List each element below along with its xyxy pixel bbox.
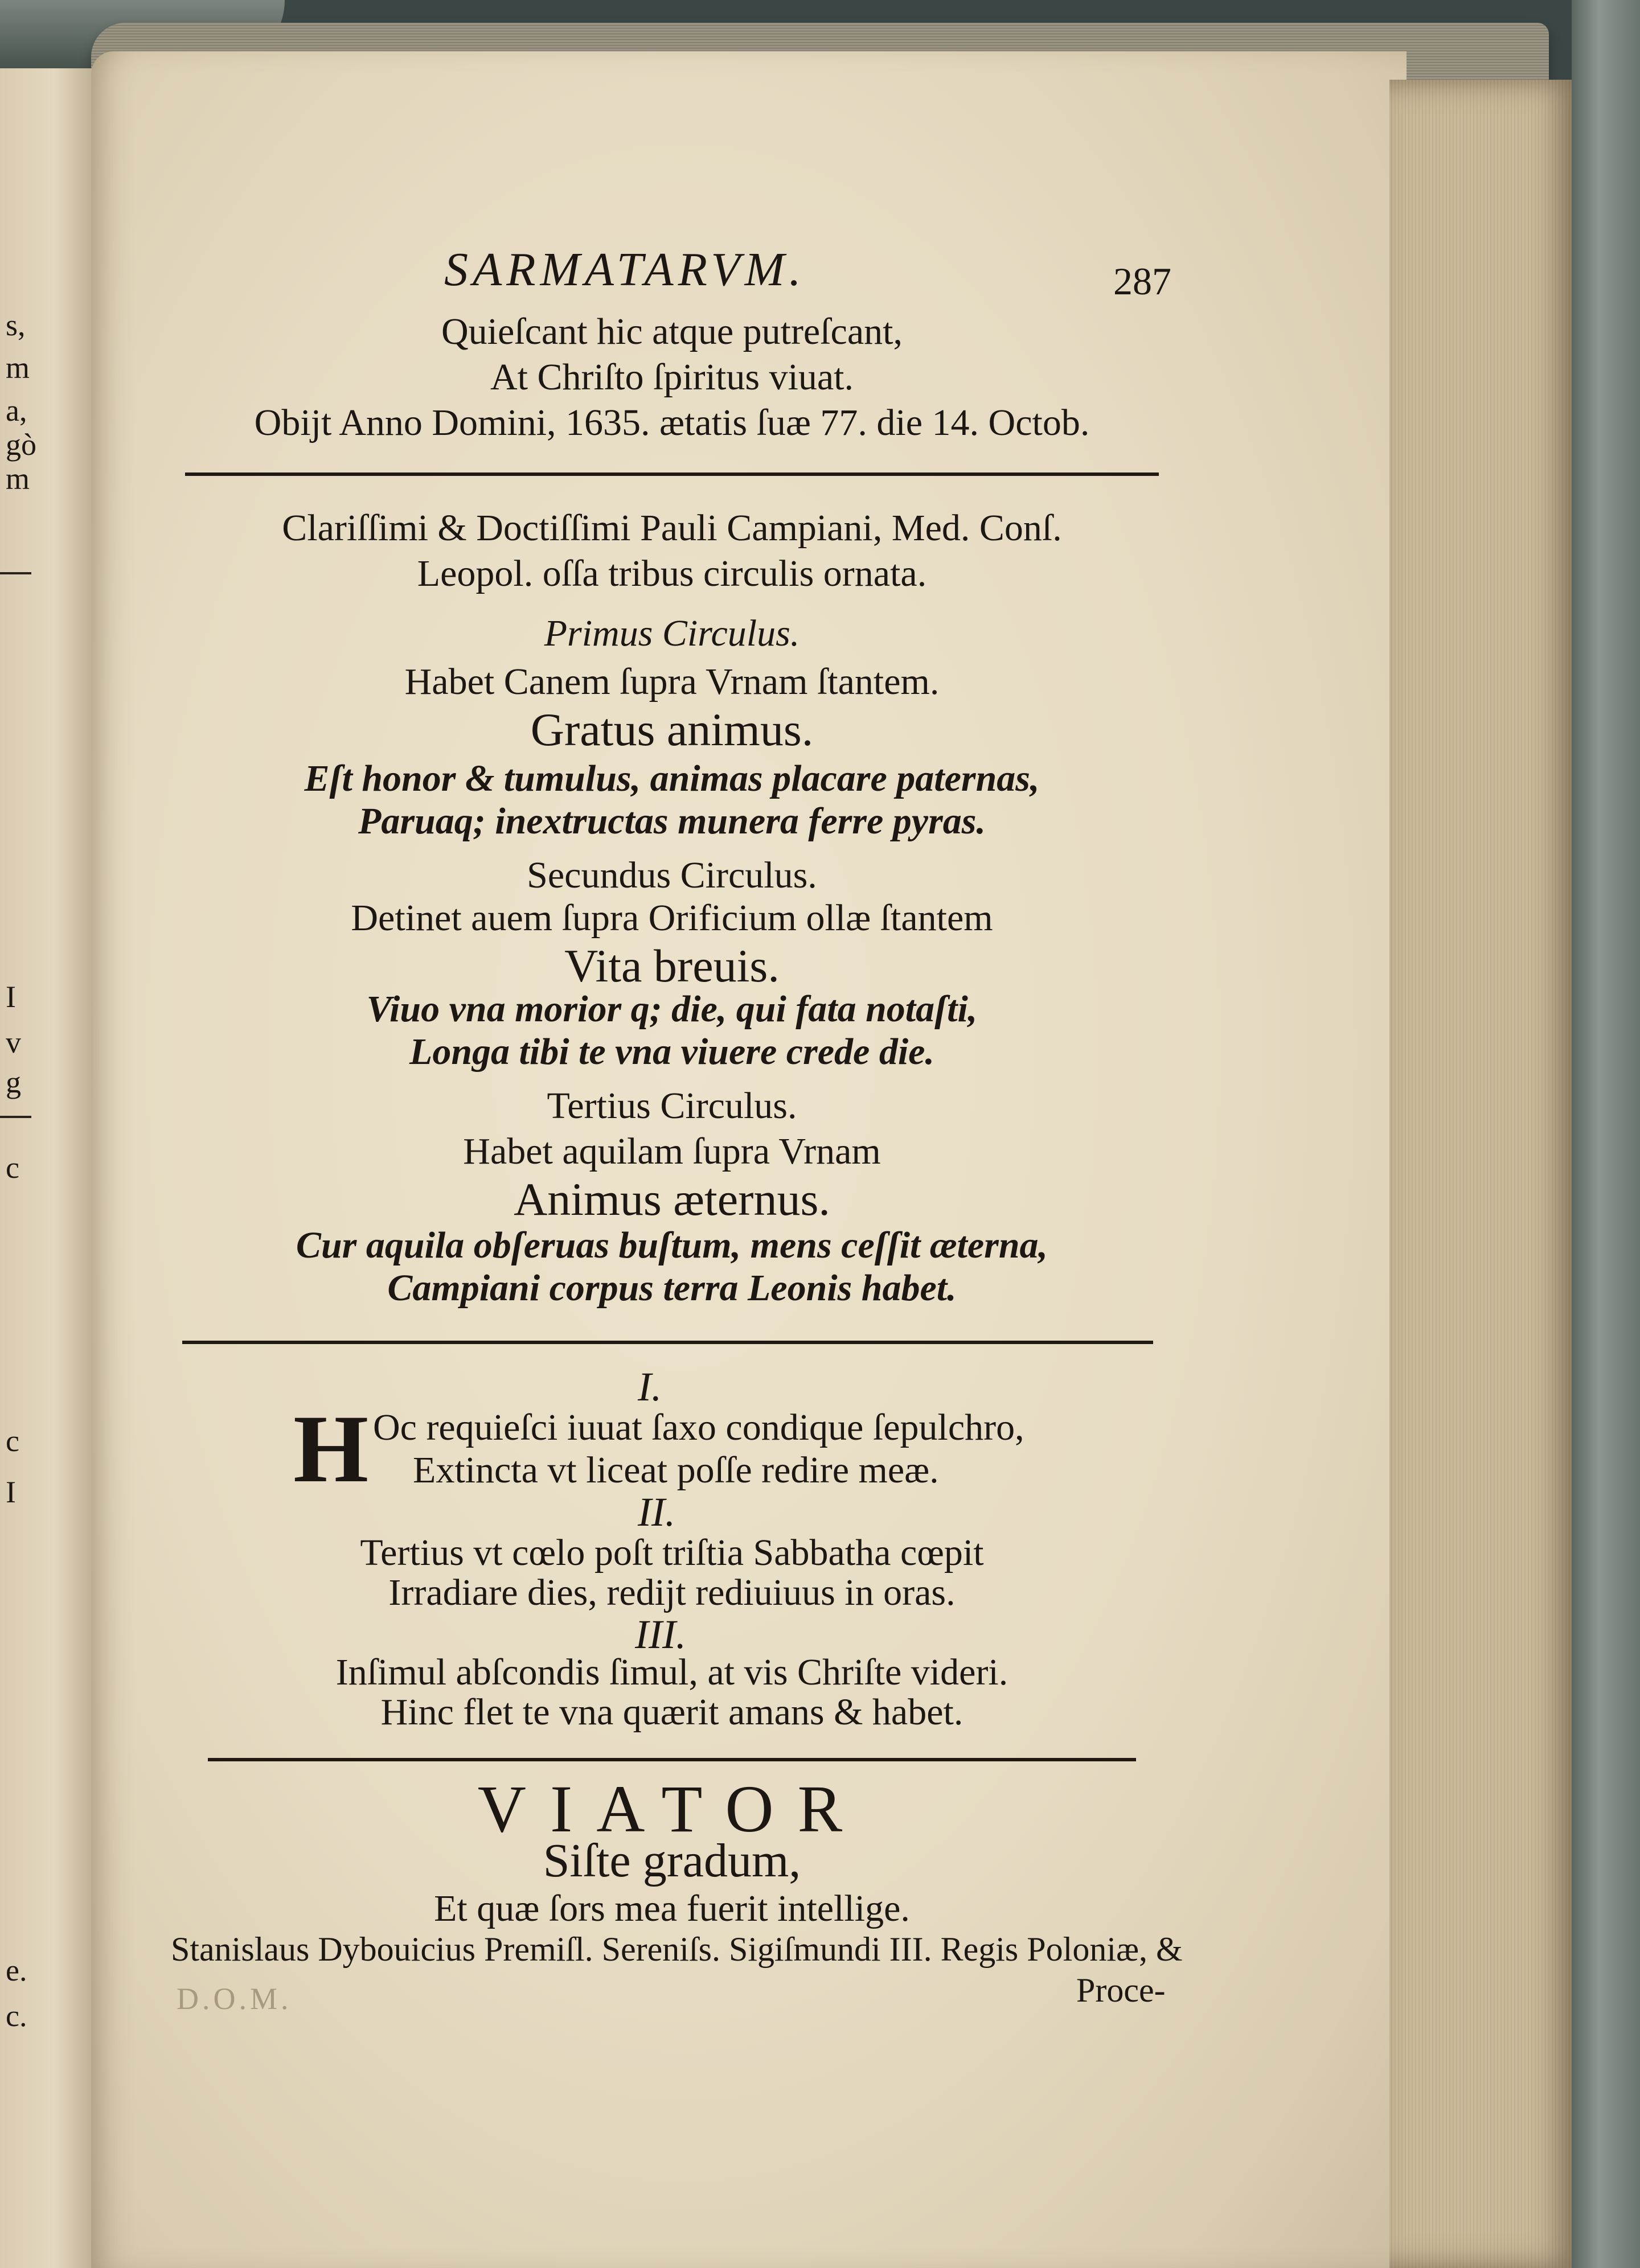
text-line: At Chriſto ſpiritus viuat. bbox=[490, 356, 854, 398]
left-fragment: gò bbox=[6, 428, 36, 462]
left-fragment: c bbox=[6, 1424, 19, 1458]
page-number: 287 bbox=[1113, 260, 1171, 303]
drop-cap: H bbox=[293, 1395, 369, 1502]
verse-line: Paruaq; inextructas munera ferre pyras. bbox=[358, 800, 986, 842]
section-heading: Clariſſimi & Doctiſſimi Pauli Campiani, Med. Conſ. bbox=[282, 507, 1062, 549]
viator-title: VIATOR bbox=[477, 1772, 867, 1846]
running-title: SARMATARVM. bbox=[444, 243, 806, 296]
text-line: Inſimul abſcondis ſimul, at vis Chriſte videri. bbox=[335, 1651, 1008, 1693]
left-rule bbox=[0, 1116, 31, 1118]
stanza-numeral: III. bbox=[635, 1612, 686, 1657]
stanza-numeral: II. bbox=[638, 1489, 675, 1535]
text-line: Irradiare dies, redijt rediuiuus in oras. bbox=[388, 1572, 956, 1613]
verse-line: Eſt honor & tumulus, animas placare paternas, bbox=[304, 758, 1040, 799]
section-rule bbox=[182, 1341, 1153, 1344]
text-line: Extincta vt liceat poſſe redire meæ. bbox=[413, 1449, 939, 1491]
circle-description: Habet aquilam ſupra Vrnam bbox=[463, 1131, 881, 1172]
left-fragment: I bbox=[6, 1475, 16, 1509]
left-fragment: a, bbox=[6, 393, 27, 428]
text-line: Quieſcant hic atque putreſcant, bbox=[441, 311, 903, 352]
left-fragment: v bbox=[6, 1025, 21, 1059]
text-line: Obijt Anno Domini, 1635. ætatis ſuæ 77. die 14. Octob. bbox=[254, 402, 1090, 443]
left-fragment: g bbox=[6, 1065, 21, 1099]
circle-title: Secundus Circulus. bbox=[527, 854, 817, 896]
circle-description: Detinet auem ſupra Orificium ollæ ſtantem bbox=[351, 897, 993, 939]
faint-show-through: D.O.M. bbox=[177, 1982, 292, 2016]
left-fragment: s, bbox=[6, 308, 26, 342]
text-line: Oc requieſci iuuat ſaxo condique ſepulchro, bbox=[373, 1407, 1024, 1448]
text-line: Stanislaus Dybouicius Premiſl. Sereniſs. Sigiſmundi III. Regis Poloniæ, & bbox=[171, 1930, 1183, 1968]
text-line: Hinc flet te vna quærit amans & habet. bbox=[380, 1691, 964, 1733]
left-fragment: c. bbox=[6, 1999, 27, 2033]
left-rule bbox=[0, 572, 31, 574]
circle-motto: Gratus animus. bbox=[530, 704, 814, 755]
left-fragment: m bbox=[6, 351, 30, 385]
verse-line: Campiani corpus terra Leonis habet. bbox=[387, 1267, 957, 1309]
catchword: Proce- bbox=[1076, 1971, 1166, 2009]
left-fragment: c bbox=[6, 1151, 19, 1185]
circle-description: Habet Canem ſupra Vrnam ſtantem. bbox=[404, 661, 940, 702]
circle-motto: Vita breuis. bbox=[564, 940, 780, 992]
cover-right-edge bbox=[1572, 0, 1640, 2268]
circle-motto: Animus æternus. bbox=[514, 1173, 830, 1225]
left-fragment: I bbox=[6, 980, 16, 1014]
verse-line: Viuo vna morior q; die, qui fata notaſti, bbox=[366, 988, 978, 1030]
section-rule bbox=[208, 1758, 1136, 1761]
circle-title: Primus Circulus. bbox=[544, 613, 800, 654]
viator-subtitle: Siſte gradum, bbox=[543, 1834, 801, 1887]
stanza-numeral: I. bbox=[638, 1364, 662, 1410]
page-fore-edge bbox=[1389, 80, 1577, 2268]
left-fragment: m bbox=[6, 462, 30, 496]
circle-title: Tertius Circulus. bbox=[547, 1085, 797, 1127]
section-rule bbox=[185, 472, 1159, 476]
text-line: Tertius vt cœlo poſt triſtia Sabbatha cœpit bbox=[360, 1532, 984, 1573]
section-heading: Leopol. oſſa tribus circulis ornata. bbox=[417, 553, 927, 594]
verse-line: Longa tibi te vna viuere crede die. bbox=[409, 1031, 934, 1073]
left-fragment: e. bbox=[6, 1953, 27, 1987]
text-line: Et quæ ſors mea fuerit intellige. bbox=[434, 1888, 910, 1929]
verse-line: Cur aquila obſeruas buſtum, mens ceſſit æterna, bbox=[296, 1225, 1048, 1266]
